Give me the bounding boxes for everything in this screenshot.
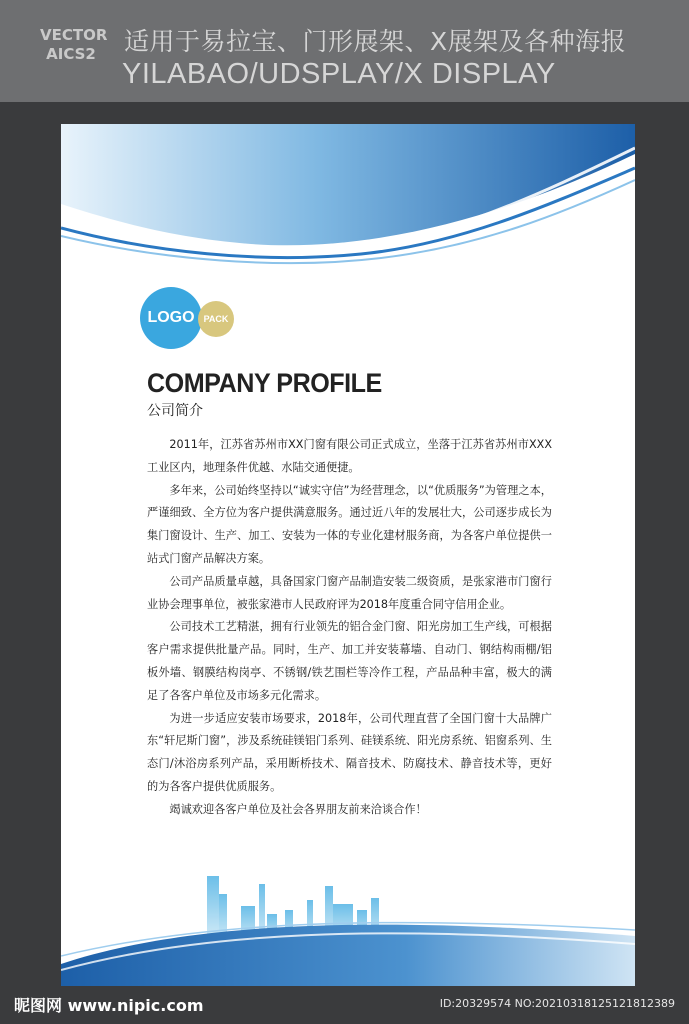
- badge-line1: VECTOR: [40, 26, 108, 44]
- heading-cn: 公司简介: [147, 403, 203, 419]
- watermark-site: 昵图网 www.nipic.com: [14, 996, 204, 1015]
- badge-line2: AICS2: [46, 45, 96, 63]
- top-banner: [0, 0, 689, 102]
- vector-badge: [40, 26, 108, 82]
- paragraph: 公司技术工艺精湛，拥有行业领先的铝合金门窗、阳光房加工生产线，可根据客户需求提供批量产品。同时，生产、加工并安装幕墙、自动门、钢结构雨棚/铝板外墙、钢膜结构岗亭、不锈钢/铁艺围栏等冷作工程，产品品种丰富，极大的满足了各客户单位及市场多元化需求。: [147, 620, 552, 702]
- paragraph: 公司产品质量卓越，具备国家门窗产品制造安装二级资质，是张家港市门窗行业协会理事单位，被张家港市人民政府评为2018年度重合同守信用企业。: [147, 574, 552, 611]
- poster: [61, 124, 635, 986]
- banner-title-en: YILABAO/UDSPLAY/X DISPLAY: [122, 58, 556, 90]
- logo-circle: LOGO: [140, 287, 202, 349]
- logo: [140, 287, 260, 351]
- paragraph: 2011年，江苏省苏州市XX门窗有限公司正式成立，坐落于江苏省苏州市XXX工业区内，地理条件优越、水陆交通便捷。: [147, 438, 552, 474]
- paragraph: 竭诚欢迎各客户单位及社会各界朋友前来洽谈合作！: [169, 802, 427, 816]
- footer: [0, 990, 689, 1024]
- paragraph: 多年来，公司始终坚持以“诚实守信”为经营理念，以“优质服务”为管理之本，严谨细致、全方位为客户提供满意服务。通过近八年的发展壮大，公司逐步成长为集门窗设计、生产、加工、安装为一体的专业化建材服务商，为各客户单位提供一站式门窗产品解决方案。: [147, 483, 552, 565]
- profile-body: [147, 434, 552, 822]
- watermark-id: ID:20329574 NO:20210318125121812389: [439, 997, 675, 1010]
- heading-en: COMPANY PROFILE: [147, 368, 382, 398]
- banner-title-cn: 适用于易拉宝、门形展架、X展架及各种海报: [124, 27, 627, 56]
- pack-circle: PACK: [198, 301, 234, 337]
- paragraph: 为进一步适应安装市场要求，2018年，公司代理直营了全国门窗十大品牌广东“轩尼斯门窗”，涉及系统硅镁铝门系列、硅镁系统、阳光房系统、铝窗系列、生态门/沐浴房系列产品，采用断桥技术、隔音技术、防腐技术、静音技术等，更好的为各客户提供优质服务。: [147, 711, 552, 793]
